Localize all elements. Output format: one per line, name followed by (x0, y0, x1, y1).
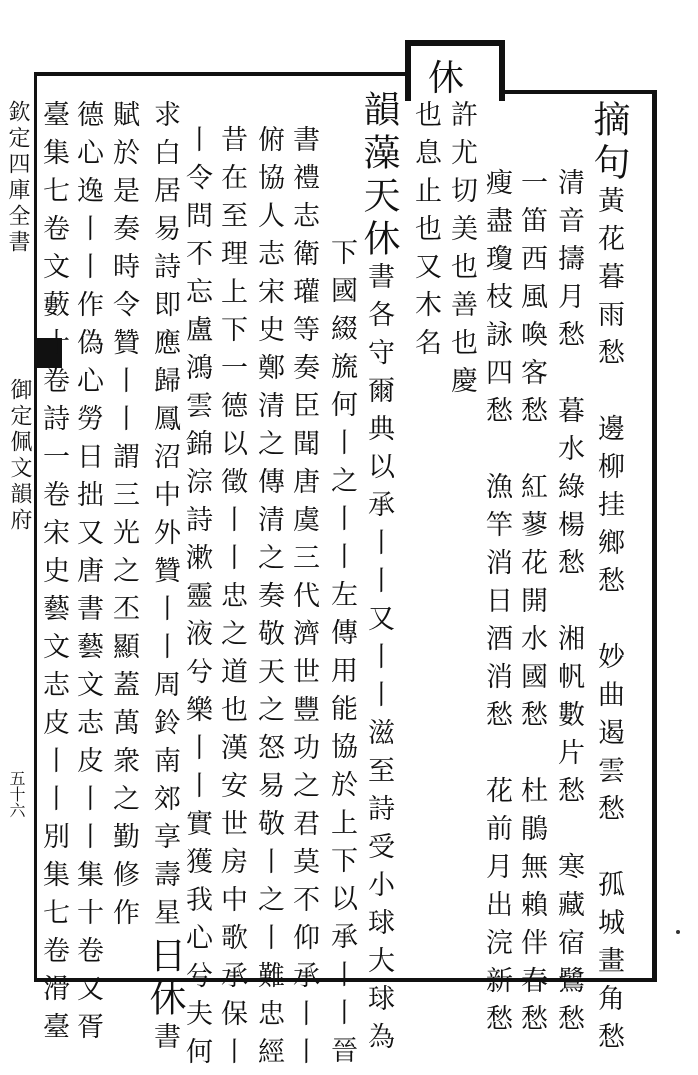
headword: 摘 (587, 100, 630, 143)
text-column (110, 100, 137, 936)
text-run: 賦於是奏時令贊丨丨謂三光之丕顯蓋萬衆之勤修 (108, 100, 139, 898)
volume-title: 御定佩文韻府 (7, 378, 32, 534)
text-column (218, 125, 245, 1075)
text-run: 黃花暮雨愁 邊柳挂鄉愁 妙曲遏雲愁 孤城畫角愁 (593, 186, 624, 1060)
headword: 天休 (357, 176, 400, 262)
text-run: 俯協人志宋史鄭清之傳清之奏敬天之怒易敬丨之丨難忠經 (253, 125, 284, 1075)
page-number: 五十六 (7, 770, 26, 818)
text-column (587, 100, 630, 1060)
text-run: 清音擣月愁 暮水綠楊愁 湘帆數片愁 寒藏宿鷺愁 (553, 168, 584, 1042)
headword: 日休 (143, 936, 186, 1022)
headword: 句 (587, 143, 630, 186)
text-run: 瘦盡瓊枝詠四愁 漁竿消日酒消愁 花前月出浣新愁 (481, 168, 512, 1042)
text-column (290, 125, 317, 1075)
text-column (412, 100, 439, 366)
text-run: 德心逸丨丨作偽心勞日拙又唐書藝文志皮丨丨集十卷又胥 (72, 100, 103, 1050)
text-column (555, 168, 582, 1042)
text-column (357, 90, 400, 1060)
top-border-right (493, 90, 653, 94)
text-run: 一笛西風喚客愁 紅蓼花開水國愁 杜鵑無賴伴春愁 (516, 168, 547, 1042)
text-run: 作 (108, 898, 139, 936)
text-run: 也息止也又木名 (410, 100, 441, 366)
text-column (143, 100, 186, 1060)
text-column (448, 100, 475, 404)
text-column (40, 100, 67, 1050)
text-column (74, 100, 101, 1050)
margin-border (34, 72, 37, 982)
text-run: 許尤切美也善也慶 (446, 100, 477, 404)
text-run: 昔在至理上下一德以徵丨丨忠之道也漢安世房中歌承保丨 (216, 125, 247, 1075)
text-run: 求白居易詩即應歸鳳沼中外贊丨丨周鈴南郊享壽星 (149, 100, 180, 936)
text-column (483, 168, 510, 1042)
headword: 韻 (357, 90, 400, 133)
book-title: 欽定四庫全書 (5, 100, 30, 256)
text-run: 書 (149, 1022, 180, 1060)
text-run: 書各守爾典以承丨丨又丨丨滋至詩受小球大球為 (363, 262, 394, 1060)
text-column (183, 125, 210, 1075)
text-column (328, 238, 355, 1074)
text-run: 下國綴旒何丨之丨丨左傳用能協於上下以承丨丨晉 (326, 238, 357, 1074)
right-border (652, 90, 657, 982)
ink-dot (676, 930, 680, 934)
text-run: 丨令問不忘盧鴻雲錦淙詩漱靈液兮樂丨丨實獲我心兮夫何 (181, 125, 212, 1075)
text-column (255, 125, 282, 1075)
text-run: 臺集七卷文藪十卷詩一卷宋史藝文志皮丨丨別集七卷滑臺 (38, 100, 69, 1050)
text-run: 書禮志衛瓘等奏臣聞唐虞三代濟世豐功之君莫不仰承丨丨 (288, 125, 319, 1075)
text-column (518, 168, 545, 1042)
top-border (36, 72, 408, 76)
entry-header-char: 休 (428, 58, 465, 99)
headword: 藻 (357, 133, 400, 176)
